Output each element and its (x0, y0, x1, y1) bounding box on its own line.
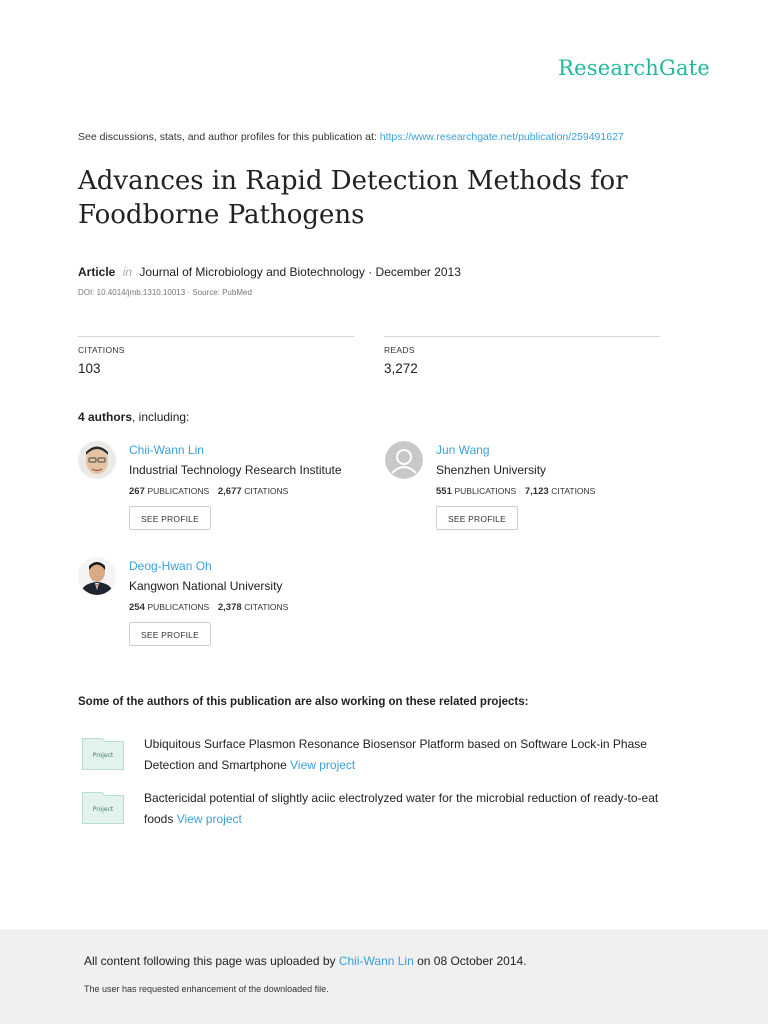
reads-count: 3,272 (384, 361, 418, 376)
person-photo-icon[interactable] (78, 557, 116, 595)
publication-meta (78, 265, 461, 279)
uploader-link[interactable]: Chii-Wann Lin (338, 954, 414, 968)
citations-label: CITATIONS (551, 486, 596, 496)
publication-url-link[interactable]: https://www.researchgate.net/publication/259491627 (379, 131, 624, 143)
see-discussions-text: See discussions, stats, and author profiles for this publication at: (78, 131, 380, 143)
related-projects-heading: Some of the authors of this publication are also working on these related projects: (78, 696, 529, 708)
author-name-link[interactable]: Jun Wang (436, 443, 490, 457)
citations-label: CITATIONS (244, 602, 289, 612)
author-institution: Kangwon National University (129, 579, 283, 593)
author-card (385, 441, 685, 551)
citations-label: CITATIONS (78, 345, 125, 355)
citations-count: 103 (78, 361, 101, 376)
publications-label: PUBLICATIONS (147, 602, 210, 612)
upload-date: on 08 October 2014. (413, 954, 527, 968)
citations-count: 2,378 (217, 602, 242, 613)
publications-count: 551 (436, 486, 452, 497)
in-label: in (122, 265, 133, 279)
see-profile-button[interactable]: SEE PROFILE (129, 622, 211, 646)
authors-heading-suffix: , including: (132, 410, 190, 424)
author-institution: Shenzhen University (436, 463, 547, 477)
project-title: Bactericidal potential of slightly aciic electrolyzed water for the microbial reduction of ready-to-eat foods (144, 791, 659, 826)
default-avatar-icon[interactable] (385, 441, 423, 479)
author-name-link[interactable]: Chii-Wann Lin (129, 443, 204, 457)
publication-title: Advances in Rapid Detection Methods for Foodborne Pathogens (78, 166, 628, 230)
author-name-link[interactable]: Deog-Hwan Oh (129, 559, 212, 573)
project-title: Ubiquitous Surface Plasmon Resonance Biosensor Platform based on Software Lock-in Phase Detection and Smartphone (144, 737, 647, 772)
upload-info (84, 954, 527, 968)
project-folder-icon[interactable] (82, 738, 124, 770)
project-description (144, 734, 689, 776)
researchgate-logo[interactable]: ResearchGate (558, 56, 710, 80)
project-folder-icon[interactable] (82, 792, 124, 824)
see-profile-button[interactable]: SEE PROFILE (129, 506, 211, 530)
citations-divider (78, 336, 354, 337)
publication-type: Article (78, 265, 116, 279)
reads-label: READS (384, 345, 415, 355)
authors-heading (78, 410, 189, 424)
publications-label: PUBLICATIONS (147, 486, 210, 496)
author-card (78, 441, 378, 551)
author-stats (129, 602, 294, 613)
project-icon-label: Project (92, 752, 114, 759)
citations-label: CITATIONS (244, 486, 289, 496)
citations-count: 2,677 (217, 486, 242, 497)
reads-divider (384, 336, 660, 337)
publications-label: PUBLICATIONS (454, 486, 517, 496)
person-photo-icon[interactable] (78, 441, 116, 479)
publications-count: 254 (129, 602, 145, 613)
publications-count: 267 (129, 486, 145, 497)
author-institution: Industrial Technology Research Institute (129, 463, 342, 477)
citations-count: 7,123 (524, 486, 549, 497)
upload-footer (0, 929, 768, 1024)
view-project-link[interactable]: View project (290, 758, 356, 772)
upload-prefix: All content following this page was uploaded by (84, 954, 339, 968)
see-profile-button[interactable]: SEE PROFILE (436, 506, 518, 530)
author-card (78, 557, 378, 667)
see-discussions-line (78, 131, 624, 143)
author-stats (436, 486, 601, 497)
author-stats (129, 486, 294, 497)
authors-count: 4 authors (78, 410, 133, 424)
project-description (144, 788, 689, 830)
enhancement-note: The user has requested enhancement of the downloaded file. (84, 984, 329, 994)
doi-source: DOI: 10.4014/jmb.1310.10013 · Source: PubMed (78, 288, 252, 297)
project-icon-label: Project (92, 806, 114, 813)
view-project-link[interactable]: View project (176, 812, 242, 826)
journal-and-date: Journal of Microbiology and Biotechnology · December 2013 (139, 265, 461, 279)
